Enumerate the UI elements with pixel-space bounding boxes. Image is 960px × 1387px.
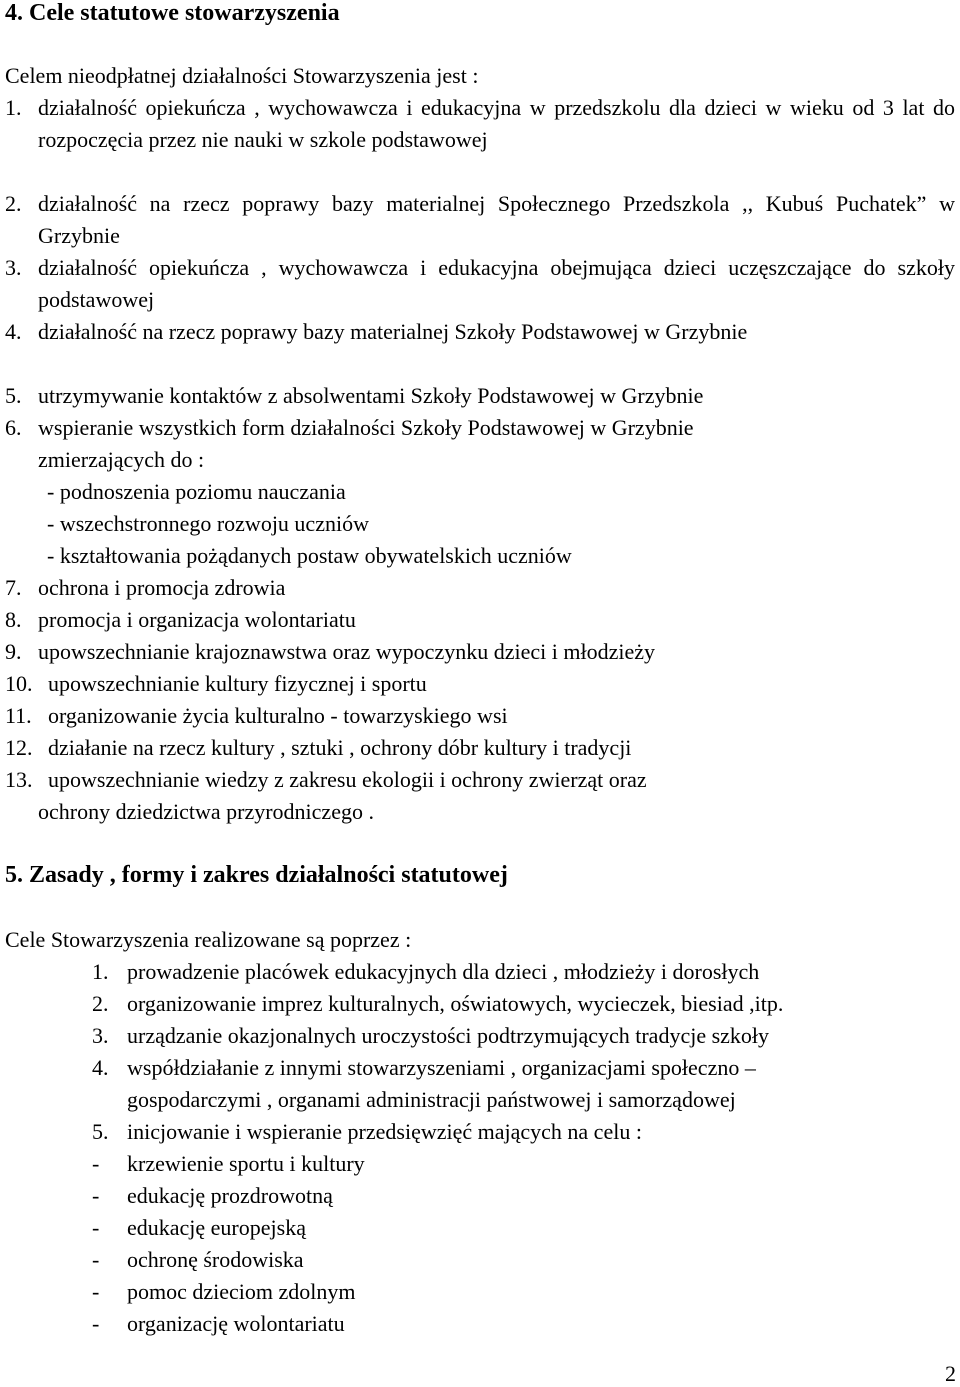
list-item [92, 1244, 954, 1276]
list-item-number: 12. [5, 735, 33, 760]
list-item-text: działalność na rzecz poprawy bazy materialnej Społecznego Przedszkola ,, Kubuś Puchatek” w Grzybnie [38, 191, 955, 248]
list-item-number: 8. [5, 607, 22, 632]
list-item-number: 7. [5, 575, 22, 600]
list-item-text: edukację europejską [127, 1215, 306, 1240]
list-item-bullet: - [92, 1311, 100, 1336]
list-item-number: 13. [5, 767, 33, 792]
list-item [92, 956, 954, 988]
list-item-text-continuation: ochrony dziedzictwa przyrodniczego . [38, 799, 374, 824]
list-item-number: 1. [5, 95, 22, 120]
section-4-heading: 4. Cele statutowe stowarzyszenia [5, 0, 340, 26]
list-item-text: wspieranie wszystkich form działalności Szkoły Podstawowej w Grzybnie [38, 415, 694, 440]
list-item [5, 572, 955, 604]
list-item [92, 1020, 954, 1052]
list-item [92, 1148, 954, 1180]
list-item-number: 3. [92, 1023, 109, 1048]
section-5-heading: 5. Zasady , formy i zakres działalności statutowej [5, 862, 508, 888]
list-item-text: działalność na rzecz poprawy bazy materialnej Szkoły Podstawowej w Grzybnie [38, 319, 748, 344]
sub-list-item: - podnoszenia poziomu nauczania [47, 479, 346, 504]
list-item-text: ochronę środowiska [127, 1247, 304, 1272]
list-item [5, 732, 955, 764]
list-item-text-continuation: gospodarczymi , organami administracji państwowej i samorządowej [127, 1087, 736, 1112]
list-item [5, 316, 955, 348]
list-item-number: 3. [5, 255, 22, 280]
list-item-number: 9. [5, 639, 22, 664]
list-item-number: 6. [5, 415, 22, 440]
list-item [5, 252, 955, 316]
list-item-bullet: - [92, 1183, 100, 1208]
list-item [5, 380, 955, 412]
list-item-number: 4. [5, 319, 22, 344]
list-item-text: współdziałanie z innymi stowarzyszeniami , organizacjami społeczno – [127, 1055, 756, 1080]
list-item-text: działanie na rzecz kultury , sztuki , ochrony dóbr kultury i tradycji [48, 735, 632, 760]
list-item [92, 988, 954, 1020]
list-item [5, 92, 955, 156]
list-item-text: ochrona i promocja zdrowia [38, 575, 286, 600]
list-item-bullet: - [92, 1215, 100, 1240]
list-item-text: działalność opiekuńcza , wychowawcza i edukacyjna w przedszkolu dla dzieci w wieku od 3 lat do rozpoczęcia przez nie nauki w szkole podstawowej [38, 95, 955, 152]
list-item-text: organizację wolontariatu [127, 1311, 345, 1336]
list-item [92, 1180, 954, 1212]
list-item-text: działalność opiekuńcza , wychowawcza i edukacyjna obejmująca dzieci uczęszczające do szkoły podstawowej [38, 255, 955, 312]
list-item-text: upowszechnianie wiedzy z zakresu ekologii i ochrony zwierząt oraz [48, 767, 647, 792]
list-item-number: 5. [92, 1119, 109, 1144]
list-item-text-continuation: zmierzających do : [38, 447, 205, 472]
list-item [92, 1052, 954, 1116]
section-5-intro: Cele Stowarzyszenia realizowane są poprzez : [5, 927, 412, 952]
list-item-text: krzewienie sportu i kultury [127, 1151, 365, 1176]
list-item [92, 1116, 954, 1148]
list-item-number: 2. [5, 191, 22, 216]
list-item-text: urządzanie okazjonalnych uroczystości podtrzymujących tradycje szkoły [127, 1023, 770, 1048]
list-item-text: organizowanie imprez kulturalnych, oświatowych, wycieczek, biesiad ,itp. [127, 991, 784, 1016]
list-item-text: inicjowanie i wspieranie przedsięwzięć mających na celu : [127, 1119, 642, 1144]
list-item-number: 5. [5, 383, 22, 408]
page-number: 2 [945, 1361, 956, 1386]
list-item [5, 764, 955, 828]
list-item [5, 412, 955, 476]
section-4-intro: Celem nieodpłatnej działalności Stowarzyszenia jest : [5, 63, 479, 88]
list-item [92, 1276, 954, 1308]
list-item [5, 700, 955, 732]
list-item [5, 636, 955, 668]
list-item-bullet: - [92, 1247, 100, 1272]
list-item-text: organizowanie życia kulturalno - towarzyskiego wsi [48, 703, 508, 728]
list-item-text: pomoc dzieciom zdolnym [127, 1279, 356, 1304]
list-item [92, 1308, 954, 1340]
list-item [5, 604, 955, 636]
sub-list-item: - kształtowania pożądanych postaw obywatelskich uczniów [47, 543, 572, 568]
list-item-number: 10. [5, 671, 33, 696]
sub-list-item: - wszechstronnego rozwoju uczniów [47, 511, 369, 536]
list-item-text: upowszechnianie krajoznawstwa oraz wypoczynku dzieci i młodzieży [38, 639, 655, 664]
list-item-number: 1. [92, 959, 109, 984]
list-item-text: prowadzenie placówek edukacyjnych dla dzieci , młodzieży i dorosłych [127, 959, 760, 984]
list-item [92, 1212, 954, 1244]
list-item-number: 2. [92, 991, 109, 1016]
list-item-number: 4. [92, 1055, 109, 1080]
list-item-number: 11. [5, 703, 32, 728]
list-item [5, 668, 955, 700]
list-item-bullet: - [92, 1151, 100, 1176]
list-item-text: promocja i organizacja wolontariatu [38, 607, 356, 632]
list-item-bullet: - [92, 1279, 100, 1304]
list-item-text: upowszechnianie kultury fizycznej i sportu [48, 671, 427, 696]
list-item-text: edukację prozdrowotną [127, 1183, 333, 1208]
list-item [5, 188, 955, 252]
list-item-text: utrzymywanie kontaktów z absolwentami Szkoły Podstawowej w Grzybnie [38, 383, 704, 408]
